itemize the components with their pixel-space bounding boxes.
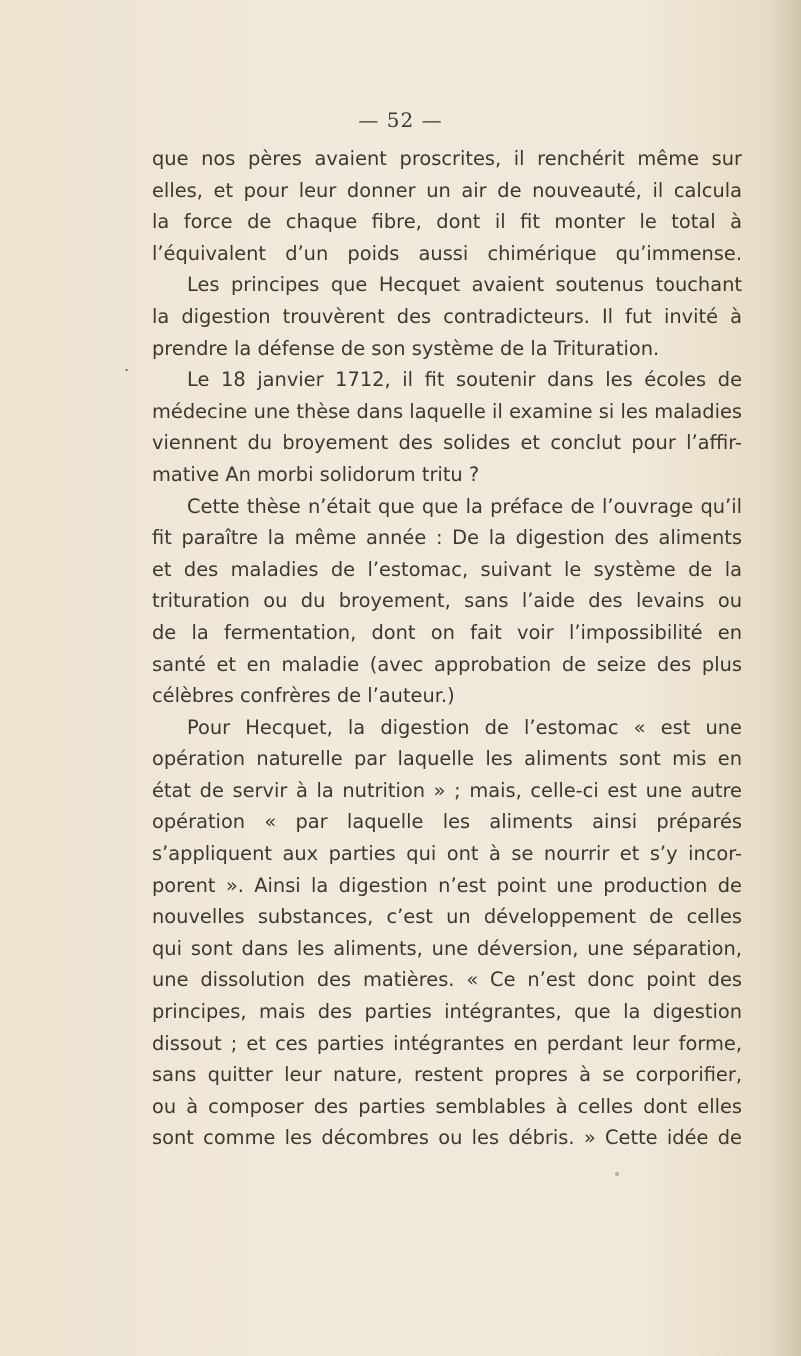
text-line: nouvelles substances, c’est un développement de celles xyxy=(152,905,742,929)
text-line: elles, et pour leur donner un air de nouveauté, il calcula xyxy=(152,178,742,202)
text-line: s’appliquent aux parties qui ont à se nourrir et s’y incor- xyxy=(152,842,742,866)
text-line: sans quitter leur nature, restent propres à se corporifier, xyxy=(152,1063,742,1087)
text-line: opération « par laquelle les aliments ainsi préparés xyxy=(152,810,742,834)
text-line: ou à composer des parties semblables à celles dont elles xyxy=(152,1094,742,1118)
text-line: Le 18 janvier 1712, il fit soutenir dans les écoles de xyxy=(187,368,742,392)
text-line: prendre la défense de son système de la Trituration. xyxy=(152,336,660,360)
text-line: médecine une thèse dans laquelle il examine si les maladies xyxy=(152,399,742,423)
text-line: Cette thèse n’était que que la préface de l’ouvrage qu’il xyxy=(187,494,742,518)
text-line: une dissolution des matières. « Ce n’est donc point des xyxy=(152,968,742,992)
text-line: dissout ; et ces parties intégrantes en perdant leur forme, xyxy=(152,1031,742,1055)
text-line: qui sont dans les aliments, une déversion, une séparation, xyxy=(152,936,742,960)
body-text xyxy=(152,143,742,1154)
text-line: principes, mais des parties intégrantes, que la digestion xyxy=(152,1000,742,1024)
text-line: de la fermentation, dont on fait voir l’impossibilité en xyxy=(152,620,742,644)
text-line: opération naturelle par laquelle les aliments sont mis en xyxy=(152,747,742,771)
text-line: santé et en maladie (avec approbation de seize des plus xyxy=(152,652,742,676)
text-line: viennent du broyement des solides et conclut pour l’affir- xyxy=(152,431,742,455)
text-line: fit paraître la même année : De la digestion des aliments xyxy=(152,526,742,550)
text-line: la force de chaque fibre, dont il fit monter le total à xyxy=(152,210,742,234)
text-line: et des maladies de l’estomac, suivant le système de la xyxy=(152,557,742,581)
text-line: état de servir à la nutrition » ; mais, celle-ci est une autre xyxy=(152,778,742,802)
page-number: — 52 — xyxy=(358,108,443,132)
margin-mark: . xyxy=(124,356,130,375)
text-line: trituration ou du broyement, sans l’aide des levains ou xyxy=(152,589,742,613)
paper-speck xyxy=(615,1172,619,1176)
text-line: porent ». Ainsi la digestion n’est point une production de xyxy=(152,873,742,897)
text-line: l’équivalent d’un poids aussi chimérique qu’immense. xyxy=(152,241,742,265)
text-line: sont comme les décombres ou les débris. » Cette idée de xyxy=(152,1126,742,1150)
text-line: la digestion trouvèrent des contradicteurs. Il fut invité à xyxy=(152,304,742,328)
text-line: Les principes que Hecquet avaient soutenus touchant xyxy=(187,273,742,297)
text-line: célèbres confrères de l’auteur.) xyxy=(152,684,455,708)
text-line: Pour Hecquet, la digestion de l’estomac « est une xyxy=(187,715,742,739)
text-line: mative An morbi solidorum tritu ? xyxy=(152,462,480,486)
text-line: que nos pères avaient proscrites, il renchérit même sur xyxy=(152,147,742,170)
